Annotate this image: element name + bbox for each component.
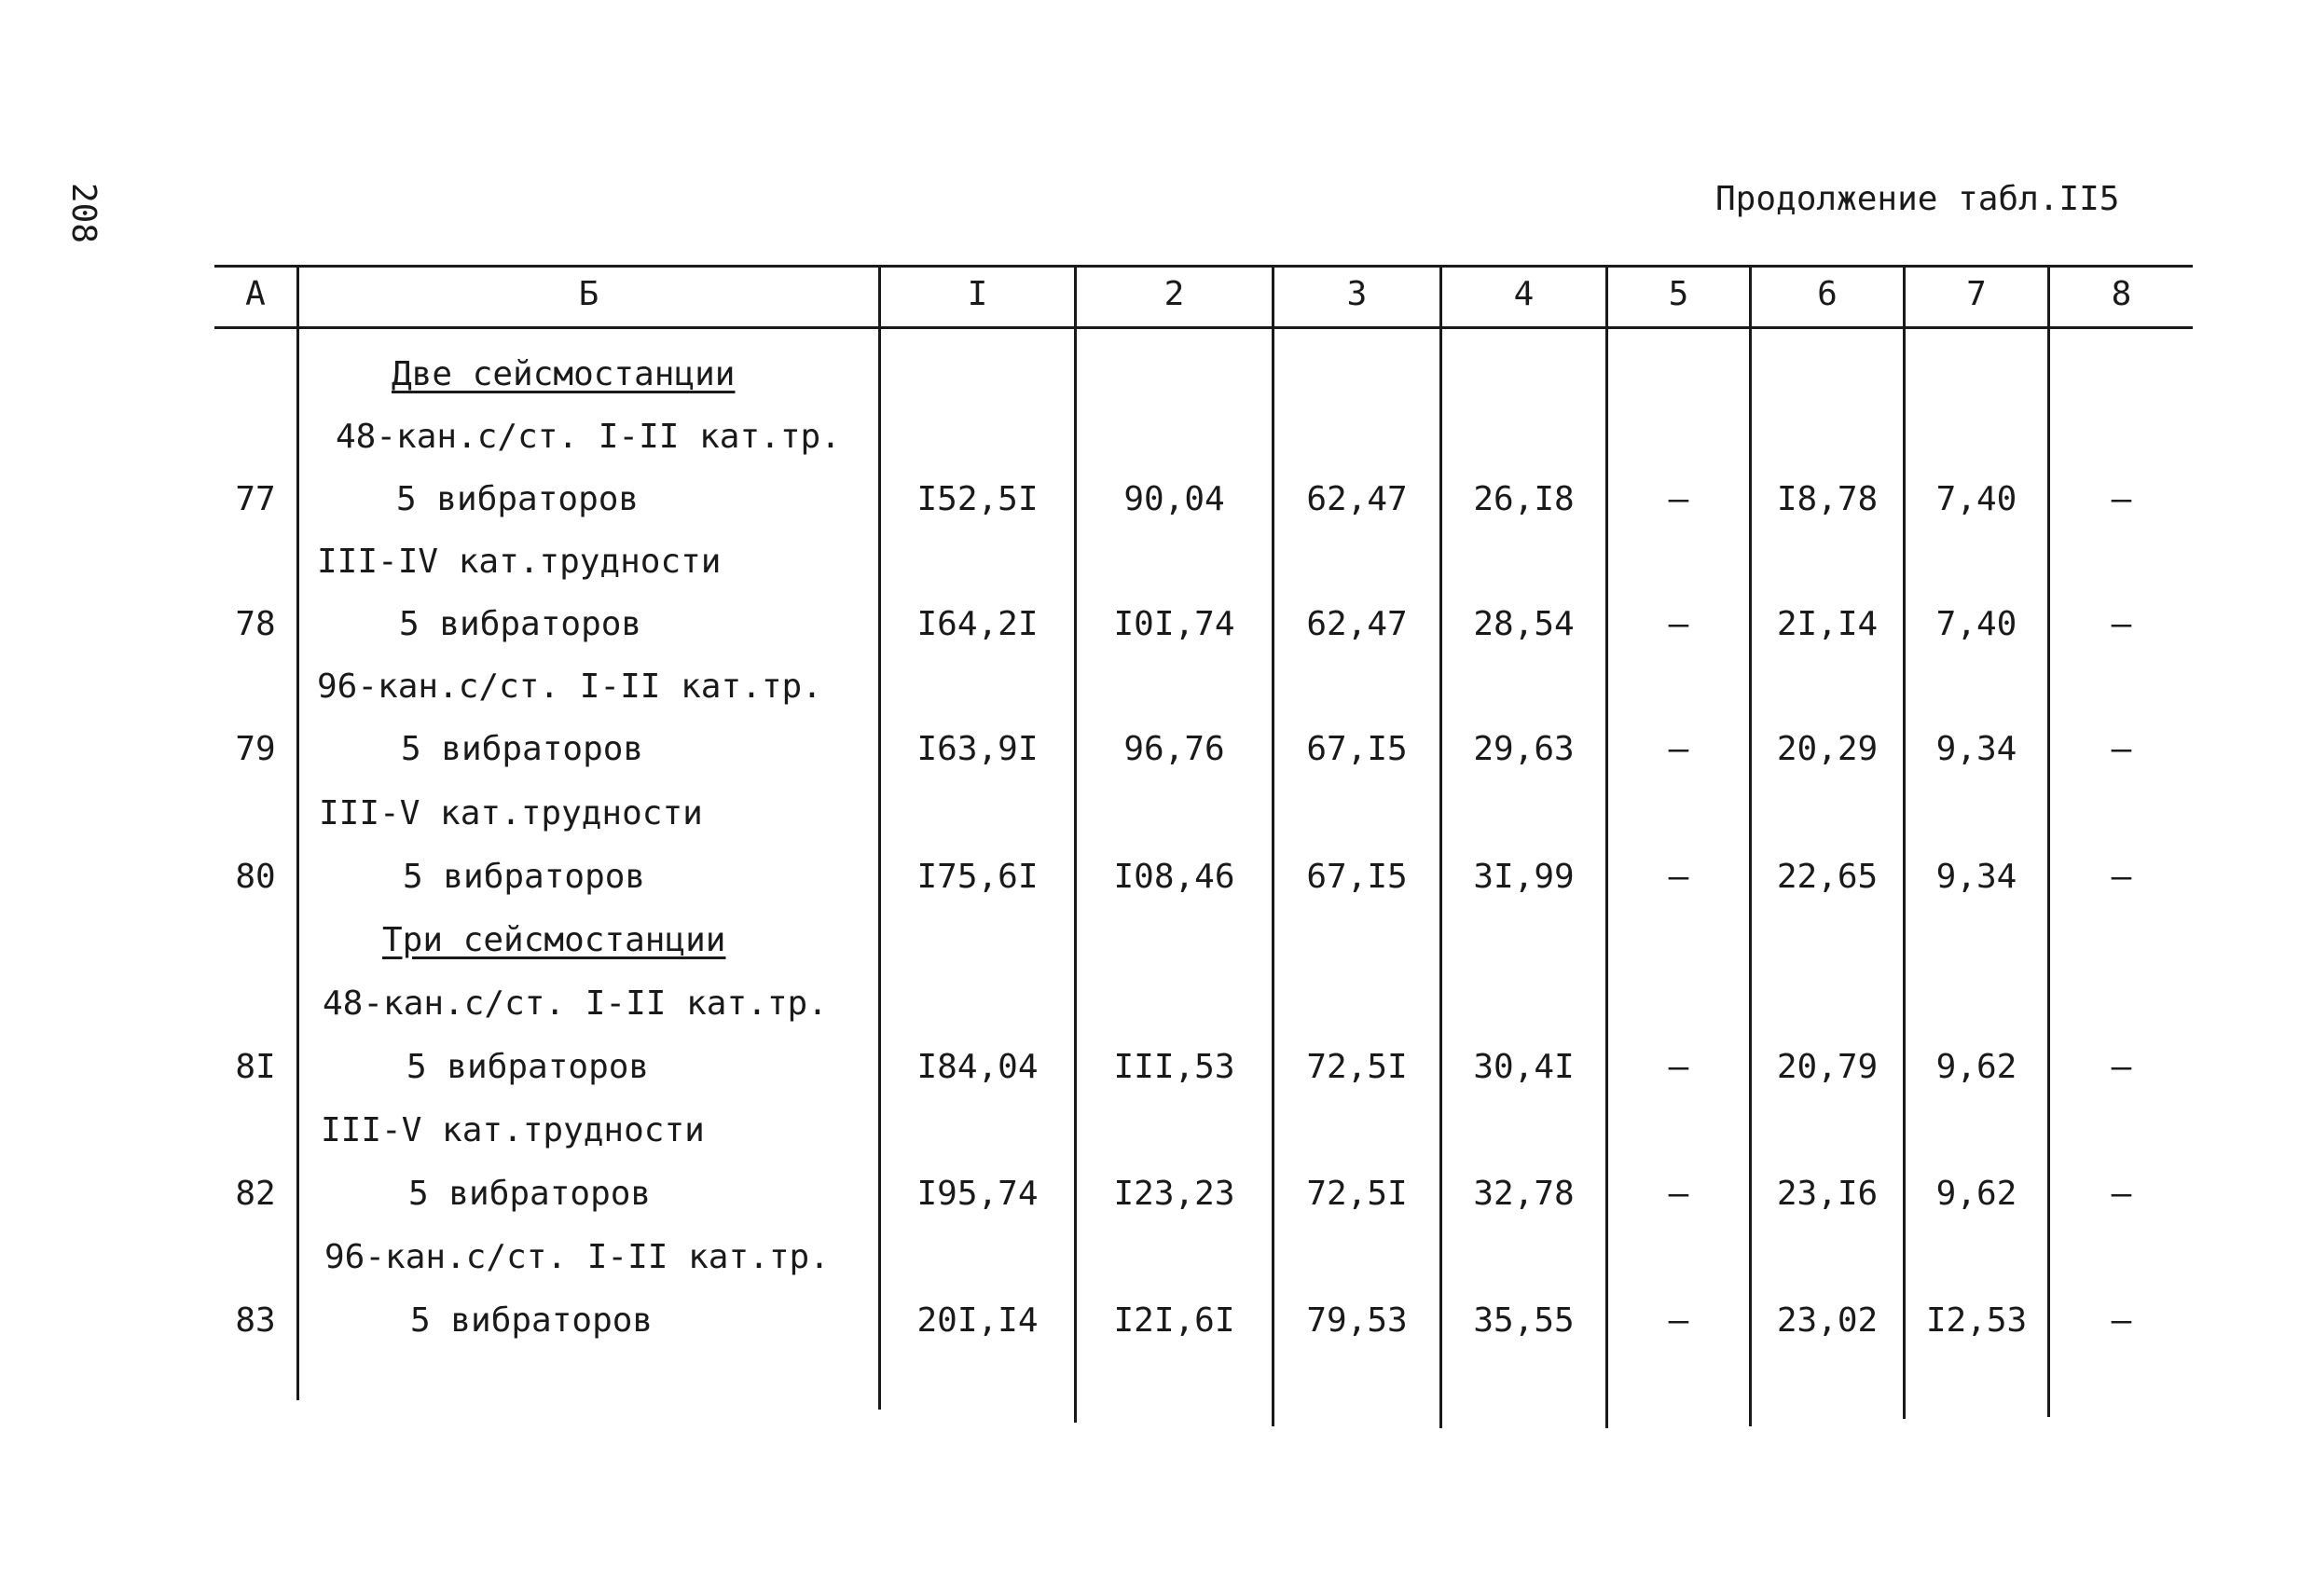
value-col-6: 20,79	[1776, 1048, 1879, 1086]
value-col-7: 9,34	[1935, 858, 2017, 896]
row-description: 5 вибраторов	[401, 730, 644, 768]
row-number: 79	[235, 730, 276, 768]
row-description: 5 вибраторов	[396, 480, 640, 518]
section-heading: Две сейсмостанции	[392, 355, 736, 393]
value-col-5: –	[1668, 1301, 1689, 1340]
row-number: 83	[235, 1301, 276, 1340]
table-continuation-label: Продолжение табл.II5	[1715, 180, 2120, 218]
value-col-8: –	[2111, 1175, 2132, 1213]
value-col-7: 9,62	[1935, 1048, 2017, 1086]
row-description: 5 вибраторов	[399, 605, 642, 643]
row-description: 5 вибраторов	[403, 858, 646, 896]
value-col-6: 20,29	[1776, 730, 1879, 768]
value-col-7: 9,34	[1935, 730, 2017, 768]
value-col-4: 30,4I	[1473, 1048, 1575, 1086]
page-number: 208	[64, 183, 103, 244]
value-col-8: –	[2111, 1048, 2132, 1086]
value-col-1: I75,6I	[916, 858, 1039, 896]
value-col-8: –	[2111, 605, 2132, 643]
group-label: 48-кан.с/ст. I-II кат.тр.	[336, 418, 841, 456]
value-col-8: –	[2111, 1301, 2132, 1340]
value-col-5: –	[1668, 1048, 1689, 1086]
group-label-row	[0, 786, 2313, 842]
column-header-3: 3	[1346, 275, 1368, 313]
value-col-8: –	[2111, 858, 2132, 896]
table-row	[0, 1293, 2313, 1349]
row-description: 5 вибраторов	[406, 1048, 650, 1086]
value-col-2: I08,46	[1113, 858, 1235, 896]
value-col-6: I8,78	[1776, 480, 1879, 518]
value-col-6: 22,65	[1776, 858, 1879, 896]
value-col-2: I23,23	[1113, 1175, 1235, 1213]
column-header-8: 8	[2111, 275, 2132, 313]
column-header-6: 6	[1817, 275, 1838, 313]
value-col-1: I84,04	[916, 1048, 1039, 1086]
value-col-7: 7,40	[1935, 605, 2017, 643]
row-number: 78	[235, 605, 276, 643]
section-heading: Три сейсмостанции	[382, 921, 726, 959]
value-col-3: 67,I5	[1306, 730, 1408, 768]
row-description: 5 вибраторов	[408, 1175, 652, 1213]
group-label-row	[0, 659, 2313, 715]
value-col-5: –	[1668, 858, 1689, 896]
group-label: 96-кан.с/ст. I-II кат.тр.	[324, 1238, 830, 1276]
value-col-2: III,53	[1113, 1048, 1235, 1086]
row-number: 8I	[235, 1048, 276, 1086]
value-col-4: 26,I8	[1473, 480, 1575, 518]
value-col-2: I0I,74	[1113, 605, 1235, 643]
value-col-3: 67,I5	[1306, 858, 1408, 896]
value-col-3: 79,53	[1306, 1301, 1408, 1340]
group-label: III-IV кат.трудности	[317, 543, 722, 581]
value-col-2: I2I,6I	[1113, 1301, 1235, 1340]
value-col-3: 62,47	[1306, 605, 1408, 643]
table-row	[0, 722, 2313, 777]
group-label-row	[0, 534, 2313, 590]
group-label-row	[0, 1103, 2313, 1159]
value-col-1: I95,74	[916, 1175, 1039, 1213]
group-label: 48-кан.с/ст. I-II кат.тр.	[323, 984, 828, 1023]
group-label: III-V кат.трудности	[321, 1111, 705, 1149]
value-col-3: 72,5I	[1306, 1048, 1408, 1086]
value-col-8: –	[2111, 730, 2132, 768]
value-col-6: 2I,I4	[1776, 605, 1879, 643]
group-label-row	[0, 1230, 2313, 1286]
value-col-4: 29,63	[1473, 730, 1575, 768]
section-heading-row	[0, 347, 2313, 403]
table-top-rule	[214, 265, 2193, 268]
value-col-5: –	[1668, 1175, 1689, 1213]
value-col-2: 90,04	[1123, 480, 1225, 518]
value-col-3: 62,47	[1306, 480, 1408, 518]
column-header-7: 7	[1966, 275, 1987, 313]
value-col-1: I52,5I	[916, 480, 1039, 518]
value-col-4: 28,54	[1473, 605, 1575, 643]
value-col-1: 20I,I4	[916, 1301, 1039, 1340]
value-col-2: 96,76	[1123, 730, 1225, 768]
group-label-row	[0, 409, 2313, 465]
table-row	[0, 597, 2313, 653]
row-number: 82	[235, 1175, 276, 1213]
value-col-3: 72,5I	[1306, 1175, 1408, 1213]
value-col-4: 3I,99	[1473, 858, 1575, 896]
table-row	[0, 849, 2313, 905]
group-label: 96-кан.с/ст. I-II кат.тр.	[317, 667, 822, 706]
value-col-1: I63,9I	[916, 730, 1039, 768]
value-col-1: I64,2I	[916, 605, 1039, 643]
group-label: III-V кат.трудности	[319, 794, 703, 832]
value-col-5: –	[1668, 730, 1689, 768]
value-col-5: –	[1668, 605, 1689, 643]
column-header-4: 4	[1513, 275, 1535, 313]
value-col-8: –	[2111, 480, 2132, 518]
row-number: 80	[235, 858, 276, 896]
column-header-2: 2	[1163, 275, 1185, 313]
row-number: 77	[235, 480, 276, 518]
column-header-b: Б	[578, 275, 599, 313]
table-row	[0, 472, 2313, 528]
group-label-row	[0, 976, 2313, 1032]
column-header-5: 5	[1668, 275, 1689, 313]
value-col-7: 7,40	[1935, 480, 2017, 518]
table-header-rule	[214, 326, 2193, 329]
table-row	[0, 1166, 2313, 1222]
value-col-4: 32,78	[1473, 1175, 1575, 1213]
value-col-5: –	[1668, 480, 1689, 518]
value-col-7: 9,62	[1935, 1175, 2017, 1213]
value-col-7: I2,53	[1925, 1301, 2028, 1340]
section-heading-row	[0, 913, 2313, 969]
table-row	[0, 1039, 2313, 1095]
value-col-4: 35,55	[1473, 1301, 1575, 1340]
column-header-a: А	[245, 275, 266, 313]
column-header-1: I	[967, 275, 988, 313]
row-description: 5 вибраторов	[410, 1301, 654, 1340]
value-col-6: 23,02	[1776, 1301, 1879, 1340]
value-col-6: 23,I6	[1776, 1175, 1879, 1213]
